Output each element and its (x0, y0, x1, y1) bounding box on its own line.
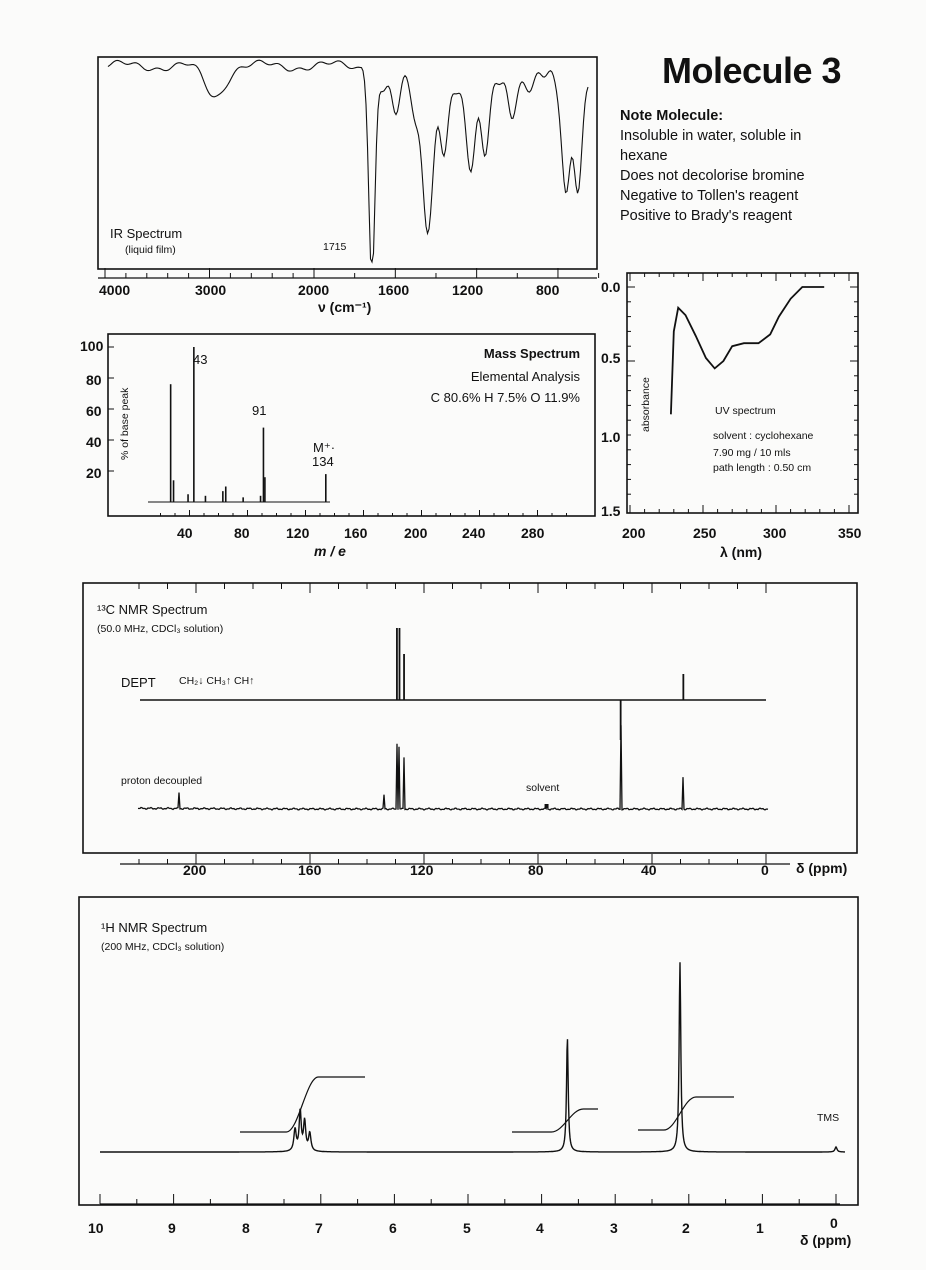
notes-line: Positive to Brady's reagent (620, 208, 793, 224)
hnmr-title: ¹H NMR Spectrum (101, 920, 208, 935)
cnmr-xtick: 80 (528, 862, 544, 878)
dept-peaks (397, 628, 683, 808)
hnmr-integral (512, 1109, 598, 1132)
hnmr-xtick: 4 (536, 1220, 544, 1236)
uv-frame (627, 273, 858, 513)
ir-tick-label: 2000 (298, 282, 330, 298)
hnmr-integral (638, 1097, 734, 1130)
uv-ytick: 0.5 (601, 350, 621, 366)
hnmr-xtick: 2 (682, 1220, 690, 1236)
mass-frame (108, 334, 595, 516)
uv-path-length: path length : 0.50 cm (713, 462, 812, 474)
uv-chart (601, 273, 862, 560)
cnmr-xtick: 200 (183, 862, 207, 878)
mass-xtick: 200 (404, 525, 428, 541)
mass-xtick: 40 (177, 525, 193, 541)
hnmr-xtick: 1 (756, 1220, 764, 1236)
hnmr-xtick: 7 (315, 1220, 323, 1236)
uv-xtick: 250 (693, 525, 717, 541)
mass-xtick: 240 (462, 525, 486, 541)
mass-mion-label: M⁺· (313, 440, 336, 455)
hnmr-integral (240, 1077, 365, 1132)
uv-xlabel: λ (nm) (720, 544, 762, 560)
cnmr-top-ticks (139, 583, 766, 593)
mass-composition: C 80.6% H 7.5% O 11.9% (430, 390, 580, 405)
ir-subtitle: (liquid film) (125, 244, 176, 256)
hnmr-xtick: 8 (242, 1220, 250, 1236)
ir-tick-label: 4000 (99, 282, 131, 298)
hnmr-xtick: 10 (88, 1220, 104, 1236)
hnmr-xlabel: δ (ppm) (800, 1232, 852, 1248)
mass-ytick: 80 (86, 372, 102, 388)
notes-line: Insoluble in water, soluble in (620, 128, 802, 144)
page-title: Molecule 3 (662, 50, 842, 91)
hnmr-xtick: 5 (463, 1220, 471, 1236)
notes-line: Negative to Tollen's reagent (620, 188, 799, 204)
mass-ytick: 40 (86, 434, 102, 450)
hnmr-chart (79, 897, 858, 1248)
uv-ticks (627, 273, 858, 513)
notes-heading: Note Molecule: (620, 108, 724, 124)
mass-peak-label: 134 (312, 454, 334, 469)
uv-concentration: 7.90 mg / 10 mls (713, 447, 791, 459)
mass-ytick: 60 (86, 403, 102, 419)
mass-xlabel: m / e (314, 543, 346, 559)
cnmr-xlabel: δ (ppm) (796, 860, 848, 876)
cnmr-xtick: 40 (641, 862, 657, 878)
uv-trace (671, 287, 824, 414)
uv-ylabel: absorbance (640, 377, 652, 432)
cnmr-ticks (139, 854, 766, 864)
notes-line: Does not decolorise bromine (620, 168, 805, 184)
uv-xtick: 200 (622, 525, 646, 541)
cnmr-xtick: 120 (410, 862, 434, 878)
ir-annotation: 1715 (323, 241, 347, 253)
hnmr-xtick: 3 (610, 1220, 618, 1236)
hnmr-xtick: 6 (389, 1220, 397, 1236)
ir-tick-label: 3000 (195, 282, 227, 298)
cnmr-title: ¹³C NMR Spectrum (97, 602, 208, 617)
mass-ytick: 20 (86, 465, 102, 481)
mass-subtitle: Elemental Analysis (470, 369, 580, 384)
uv-xtick: 350 (838, 525, 862, 541)
ir-title: IR Spectrum (110, 226, 183, 241)
cnmr-xtick: 160 (298, 862, 322, 878)
mass-peak-label: 43 (193, 352, 208, 367)
mass-title: Mass Spectrum (483, 346, 580, 361)
cnmr-subtitle: (50.0 MHz, CDCl₃ solution) (97, 623, 224, 635)
mass-chart (80, 334, 595, 559)
mass-xtick: 160 (344, 525, 368, 541)
dept-legend: CH₂↓ CH₃↑ CH↑ (179, 675, 255, 687)
hnmr-xtick: 0 (830, 1215, 838, 1231)
cnmr-chart (83, 583, 857, 878)
ir-tick-label: 1600 (378, 282, 410, 298)
hnmr-trace (100, 962, 845, 1152)
mass-peak-label: 91 (252, 403, 267, 418)
mass-xtick: 280 (521, 525, 545, 541)
notes-line: hexane (620, 148, 668, 164)
hnmr-xtick: 9 (168, 1220, 176, 1236)
cnmr-trace (138, 725, 768, 810)
ir-xlabel: ν (cm⁻¹) (318, 299, 372, 315)
mass-xtick: 120 (286, 525, 310, 541)
cnmr-xtick: 0 (761, 862, 769, 878)
uv-ytick: 1.5 (601, 503, 621, 519)
uv-solvent: solvent : cyclohexane (713, 430, 814, 442)
uv-title: UV spectrum (715, 405, 776, 417)
tms-label: TMS (817, 1112, 840, 1124)
mass-peaks (171, 347, 326, 502)
hnmr-ticks (100, 1194, 836, 1204)
mass-ylabel: % of base peak (119, 387, 131, 460)
uv-ytick: 0.0 (601, 279, 621, 295)
decoupled-label: proton decoupled (121, 775, 203, 787)
dept-label: DEPT (121, 675, 156, 690)
hnmr-subtitle: (200 MHz, CDCl₃ solution) (101, 941, 225, 953)
uv-ytick: 1.0 (601, 429, 621, 445)
ir-tick-label: 1200 (452, 282, 484, 298)
solvent-label: solvent (526, 782, 560, 794)
ir-tick-label: 800 (536, 282, 560, 298)
mass-ytick: 100 (80, 338, 104, 354)
ir-chart (98, 57, 599, 315)
mass-xtick: 80 (234, 525, 250, 541)
uv-xtick: 300 (763, 525, 787, 541)
